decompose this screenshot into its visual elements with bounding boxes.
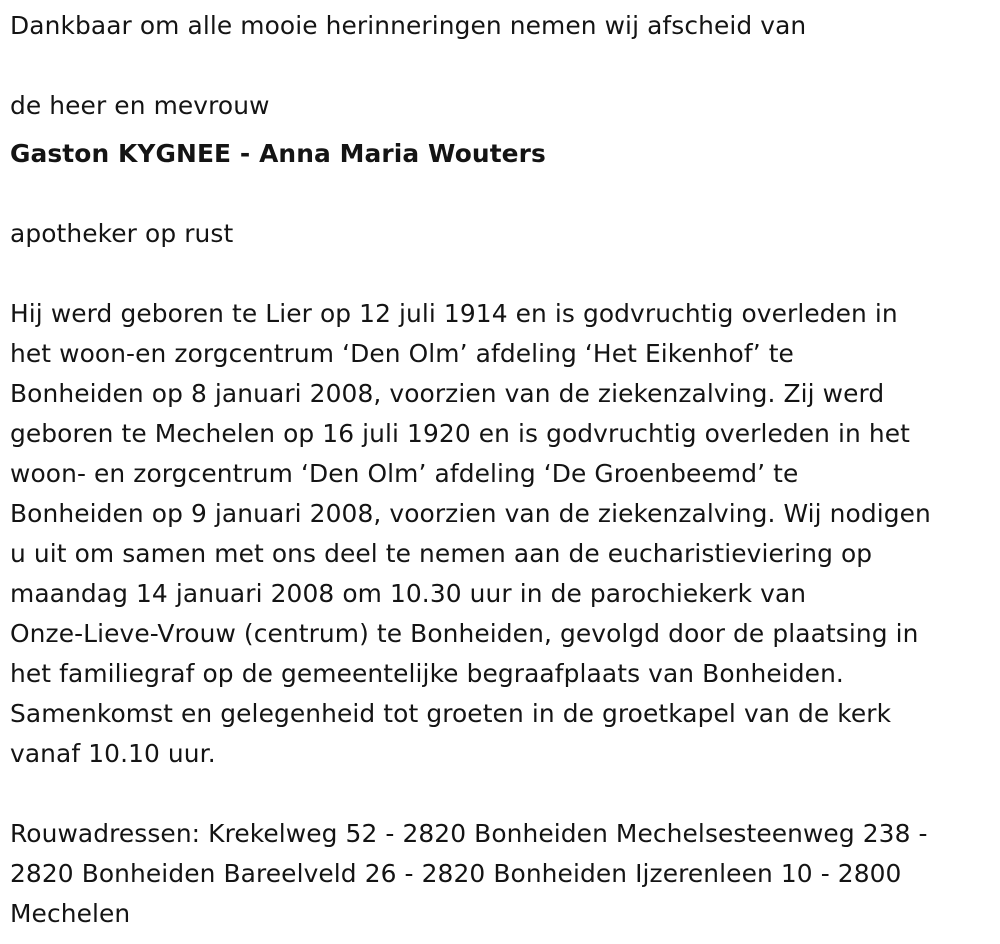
body-paragraph bbox=[10, 294, 995, 774]
body-line: maandag 14 januari 2008 om 10.30 uur in de parochiekerk van bbox=[10, 579, 807, 608]
spacer bbox=[10, 774, 995, 814]
body-line: u uit om samen met ons deel te nemen aan de eucharistieviering op bbox=[10, 539, 873, 568]
deceased-names: Gaston KYGNEE - Anna Maria Wouters bbox=[10, 139, 546, 168]
body-line: vanaf 10.10 uur. bbox=[10, 739, 216, 768]
address-line: 2820 Bonheiden Bareelveld 26 - 2820 Bonheiden Ijzerenleen 10 - 2800 bbox=[10, 859, 902, 888]
body-line: Onze-Lieve-Vrouw (centrum) te Bonheiden, gevolgd door de plaatsing in bbox=[10, 619, 919, 648]
body-line: Bonheiden op 8 januari 2008, voorzien van de ziekenzalving. Zij werd bbox=[10, 379, 885, 408]
salutation-text: de heer en mevrouw bbox=[10, 91, 270, 120]
body-line: Hij werd geboren te Lier op 12 juli 1914 en is godvruchtig overleden in bbox=[10, 299, 898, 328]
body-line: het woon-en zorgcentrum ‘Den Olm’ afdeling ‘Het Eikenhof’ te bbox=[10, 339, 794, 368]
spacer bbox=[10, 254, 995, 294]
spacer bbox=[10, 46, 995, 86]
occupation-text: apotheker op rust bbox=[10, 219, 234, 248]
intro-text: Dankbaar om alle mooie herinneringen nemen wij afscheid van bbox=[10, 11, 807, 40]
spacer bbox=[10, 174, 995, 214]
address-paragraph bbox=[10, 814, 995, 934]
body-line: Samenkomst en gelegenheid tot groeten in de groetkapel van de kerk bbox=[10, 699, 892, 728]
body-line: het familiegraf op de gemeentelijke begraafplaats van Bonheiden. bbox=[10, 659, 844, 688]
body-line: Bonheiden op 9 januari 2008, voorzien van de ziekenzalving. Wij nodigen bbox=[10, 499, 931, 528]
address-line: Rouwadressen: Krekelweg 52 - 2820 Bonheiden Mechelsesteenweg 238 - bbox=[10, 819, 928, 848]
obituary-notice bbox=[10, 6, 995, 934]
body-line: woon- en zorgcentrum ‘Den Olm’ afdeling ‘De Groenbeemd’ te bbox=[10, 459, 799, 488]
address-line: Mechelen bbox=[10, 899, 131, 928]
body-line: geboren te Mechelen op 16 juli 1920 en is godvruchtig overleden in het bbox=[10, 419, 911, 448]
